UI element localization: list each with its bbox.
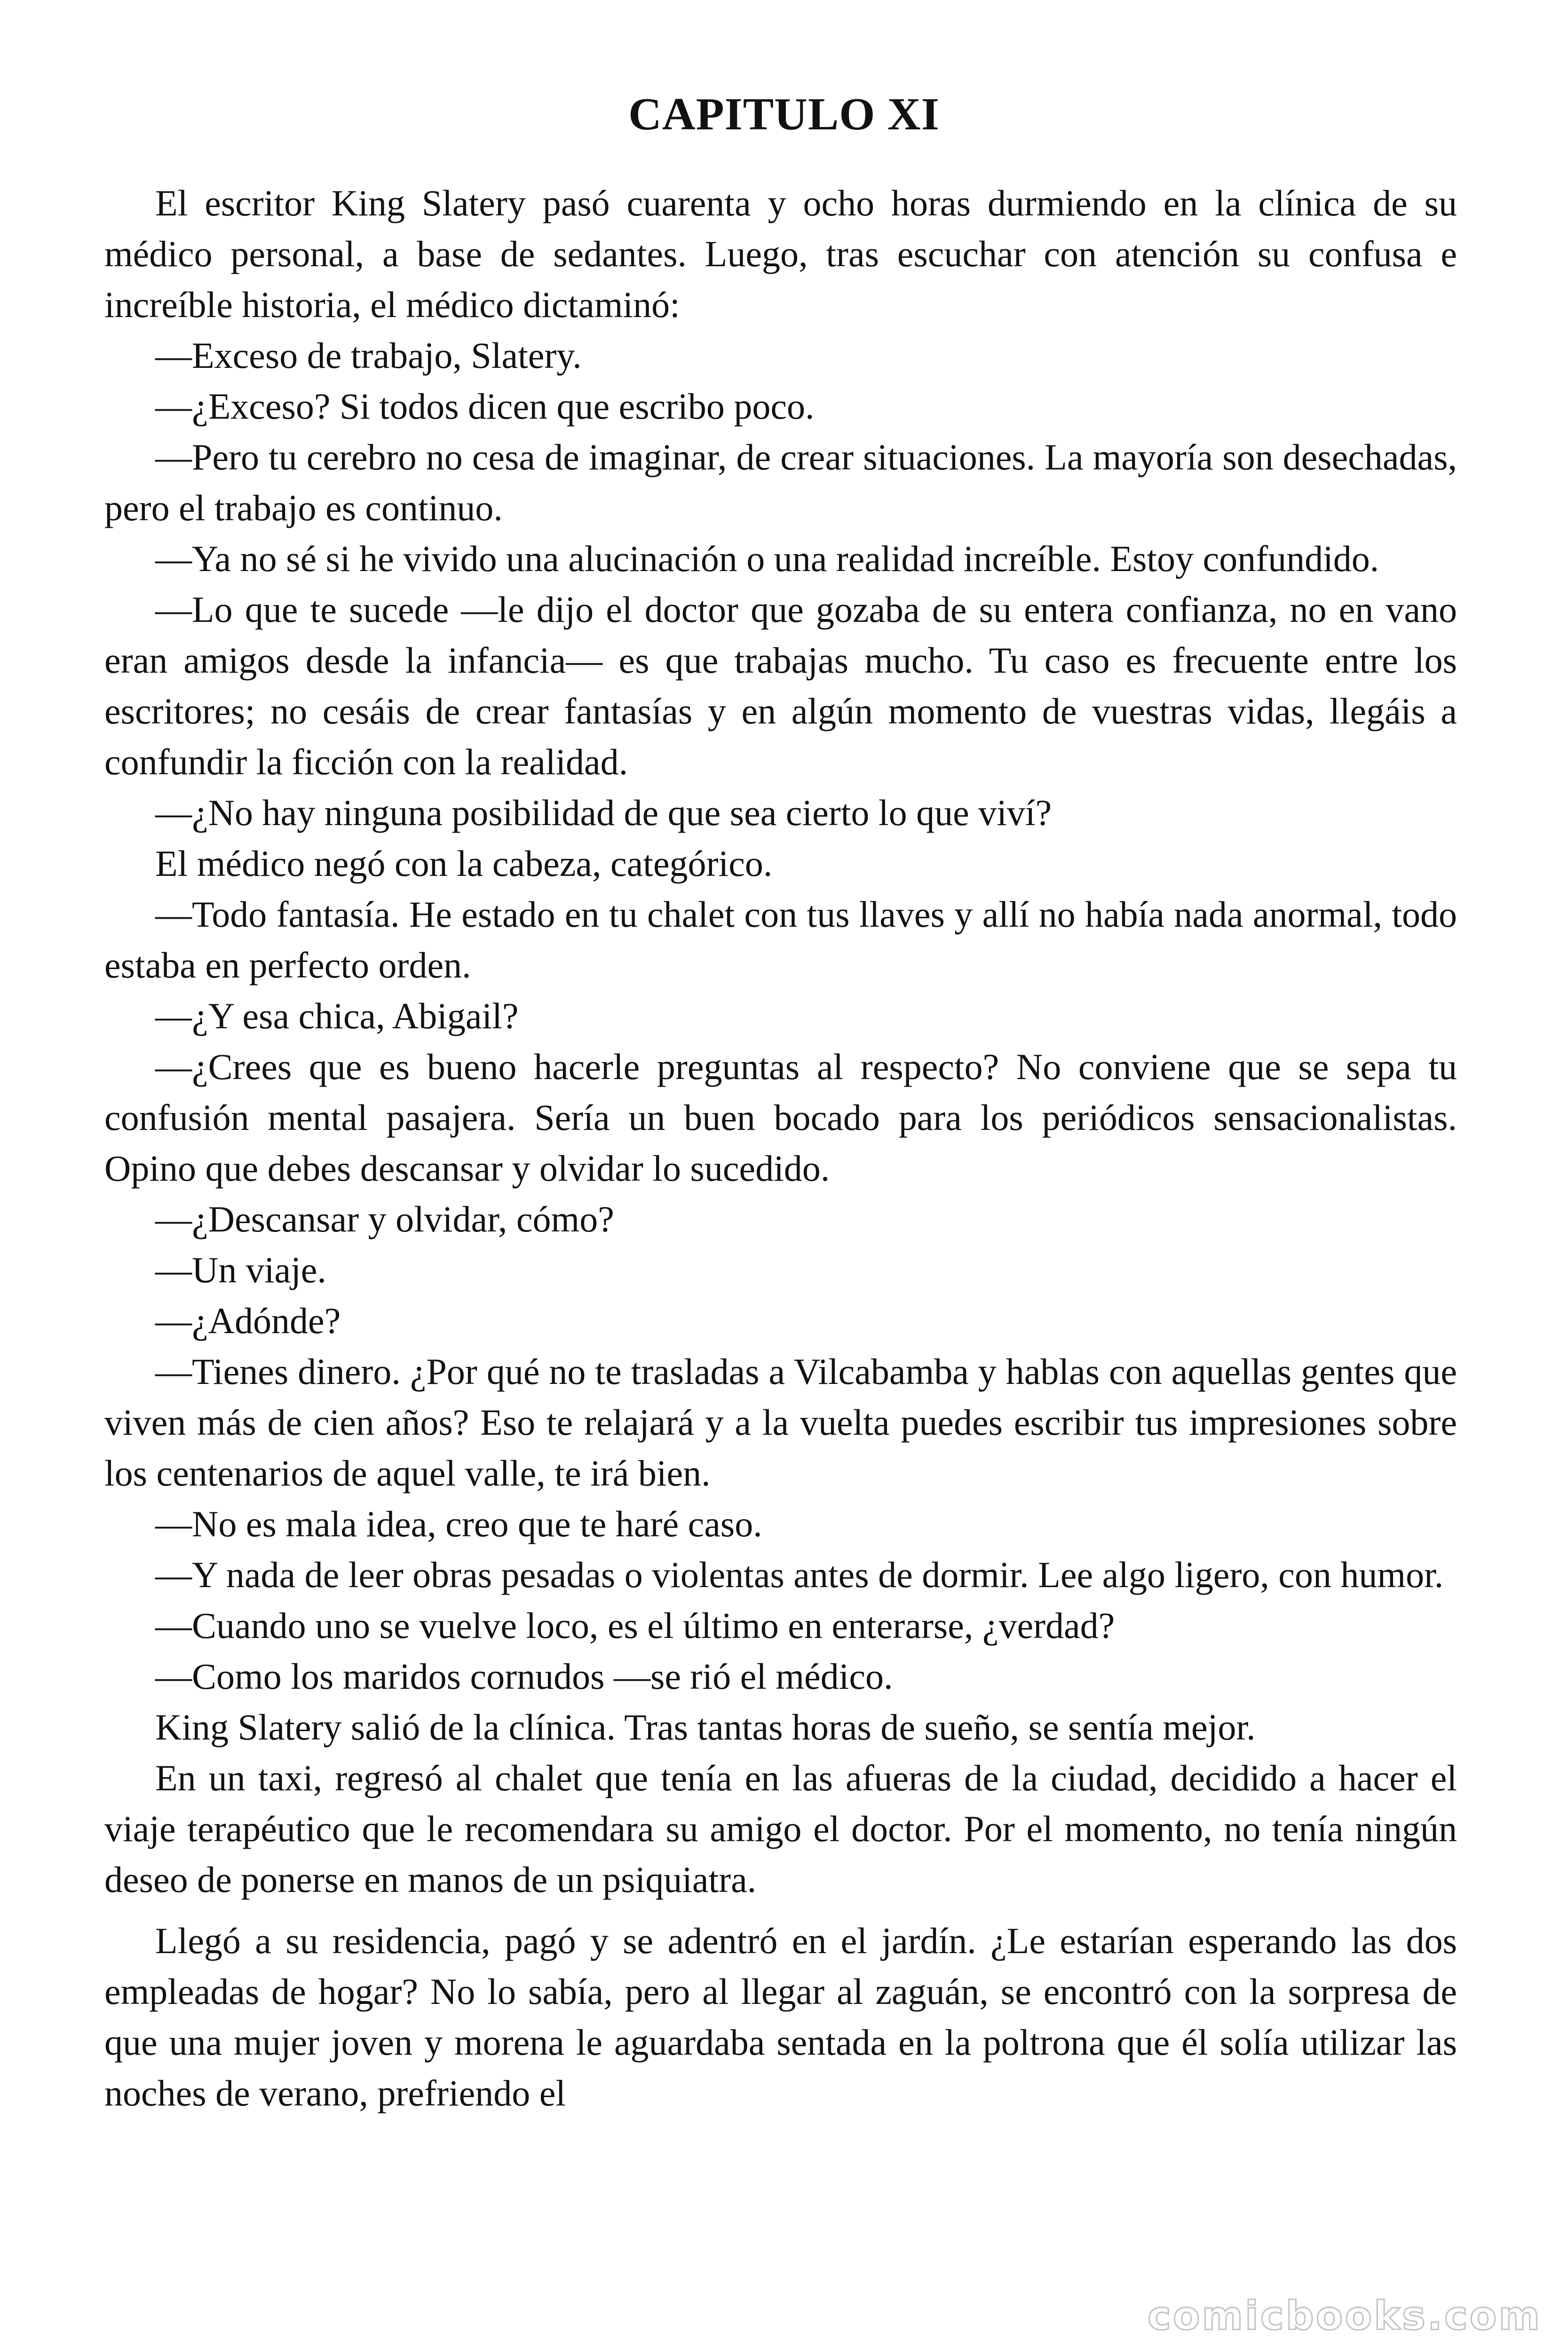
paragraph: —Como los maridos cornudos —se rió el médico. (155, 1656, 893, 1697)
paragraph: —Tienes dinero. ¿Por qué no te trasladas a Vilcabamba y hablas con aquellas gentes que viven más de cien años? Eso te relajará y a la vuelta puedes escribir tus impresiones sobre los centenarios de aquel valle, te irá bien. (104, 1351, 1457, 1494)
paragraph: —¿Descansar y olvidar, cómo? (155, 1199, 614, 1240)
paragraph: —Y nada de leer obras pesadas o violentas antes de dormir. Lee algo ligero, con humor. (155, 1554, 1444, 1595)
chapter-title: CAPITULO XI (628, 88, 940, 140)
paragraph: El médico negó con la cabeza, categórico. (155, 843, 773, 884)
paragraph: En un taxi, regresó al chalet que tenía en las afueras de la ciudad, decidido a hacer el viaje terapéutico que le recomendara su amigo el doctor. Por el momento, no tenía ningún deseo de ponerse en manos de un psiquiatra. (104, 1757, 1457, 1900)
body-text (104, 178, 1457, 2119)
paragraph: —¿No hay ninguna posibilidad de que sea cierto lo que viví? (155, 792, 1052, 833)
paragraph: —Ya no sé si he vivido una alucinación o una realidad increíble. Estoy confundido. (155, 538, 1379, 579)
paragraph: King Slatery salió de la clínica. Tras tantas horas de sueño, se sentía mejor. (155, 1707, 1256, 1748)
paragraph: El escritor King Slatery pasó cuarenta y ocho horas durmiendo en la clínica de su médico personal, a base de sedantes. Luego, tras escuchar con atención su confusa e increíble historia, el médico dictaminó: (104, 183, 1457, 325)
paragraph: —Un viaje. (155, 1249, 326, 1290)
paragraph: —¿Y esa chica, Abigail? (155, 995, 519, 1036)
paragraph: —No es mala idea, creo que te haré caso. (155, 1503, 762, 1544)
paragraph: —Cuando uno se vuelve loco, es el último en enterarse, ¿verdad? (155, 1605, 1115, 1646)
paragraph: —Lo que te sucede —le dijo el doctor que gozaba de su entera confianza, no en vano eran amigos desde la infancia— es que trabajas mucho. Tu caso es frecuente entre los escritores; no cesáis de crear fantasías y en algún momento de vuestras vidas, llegáis a confundir la ficción con la realidad. (104, 589, 1457, 782)
paragraph: —Todo fantasía. He estado en tu chalet con tus llaves y allí no había nada anormal, todo estaba en perfecto orden. (104, 894, 1457, 985)
watermark: comicbooks.com (1148, 2293, 1542, 2339)
paragraph: —¿Exceso? Si todos dicen que escribo poco. (155, 386, 815, 427)
paragraph: —¿Crees que es bueno hacerle preguntas al respecto? No conviene que se sepa tu confusión mental pasajera. Sería un buen bocado para los periódicos sensacionalistas. Opino que debes descansar y olvidar lo sucedido. (104, 1046, 1457, 1189)
paragraph: —¿Adónde? (155, 1300, 341, 1341)
paragraph: —Pero tu cerebro no cesa de imaginar, de crear situaciones. La mayoría son desechadas, pero el trabajo es continuo. (104, 437, 1457, 528)
paragraph: —Exceso de trabajo, Slatery. (155, 335, 582, 376)
paragraph: Llegó a su residencia, pagó y se adentró en el jardín. ¿Le estarían esperando las dos empleadas de hogar? No lo sabía, pero al llegar al zaguán, se encontró con la sorpresa de que una mujer joven y morena le aguardaba sentada en la poltrona que él solía utilizar las noches de verano, prefriendo el (104, 1920, 1457, 2114)
